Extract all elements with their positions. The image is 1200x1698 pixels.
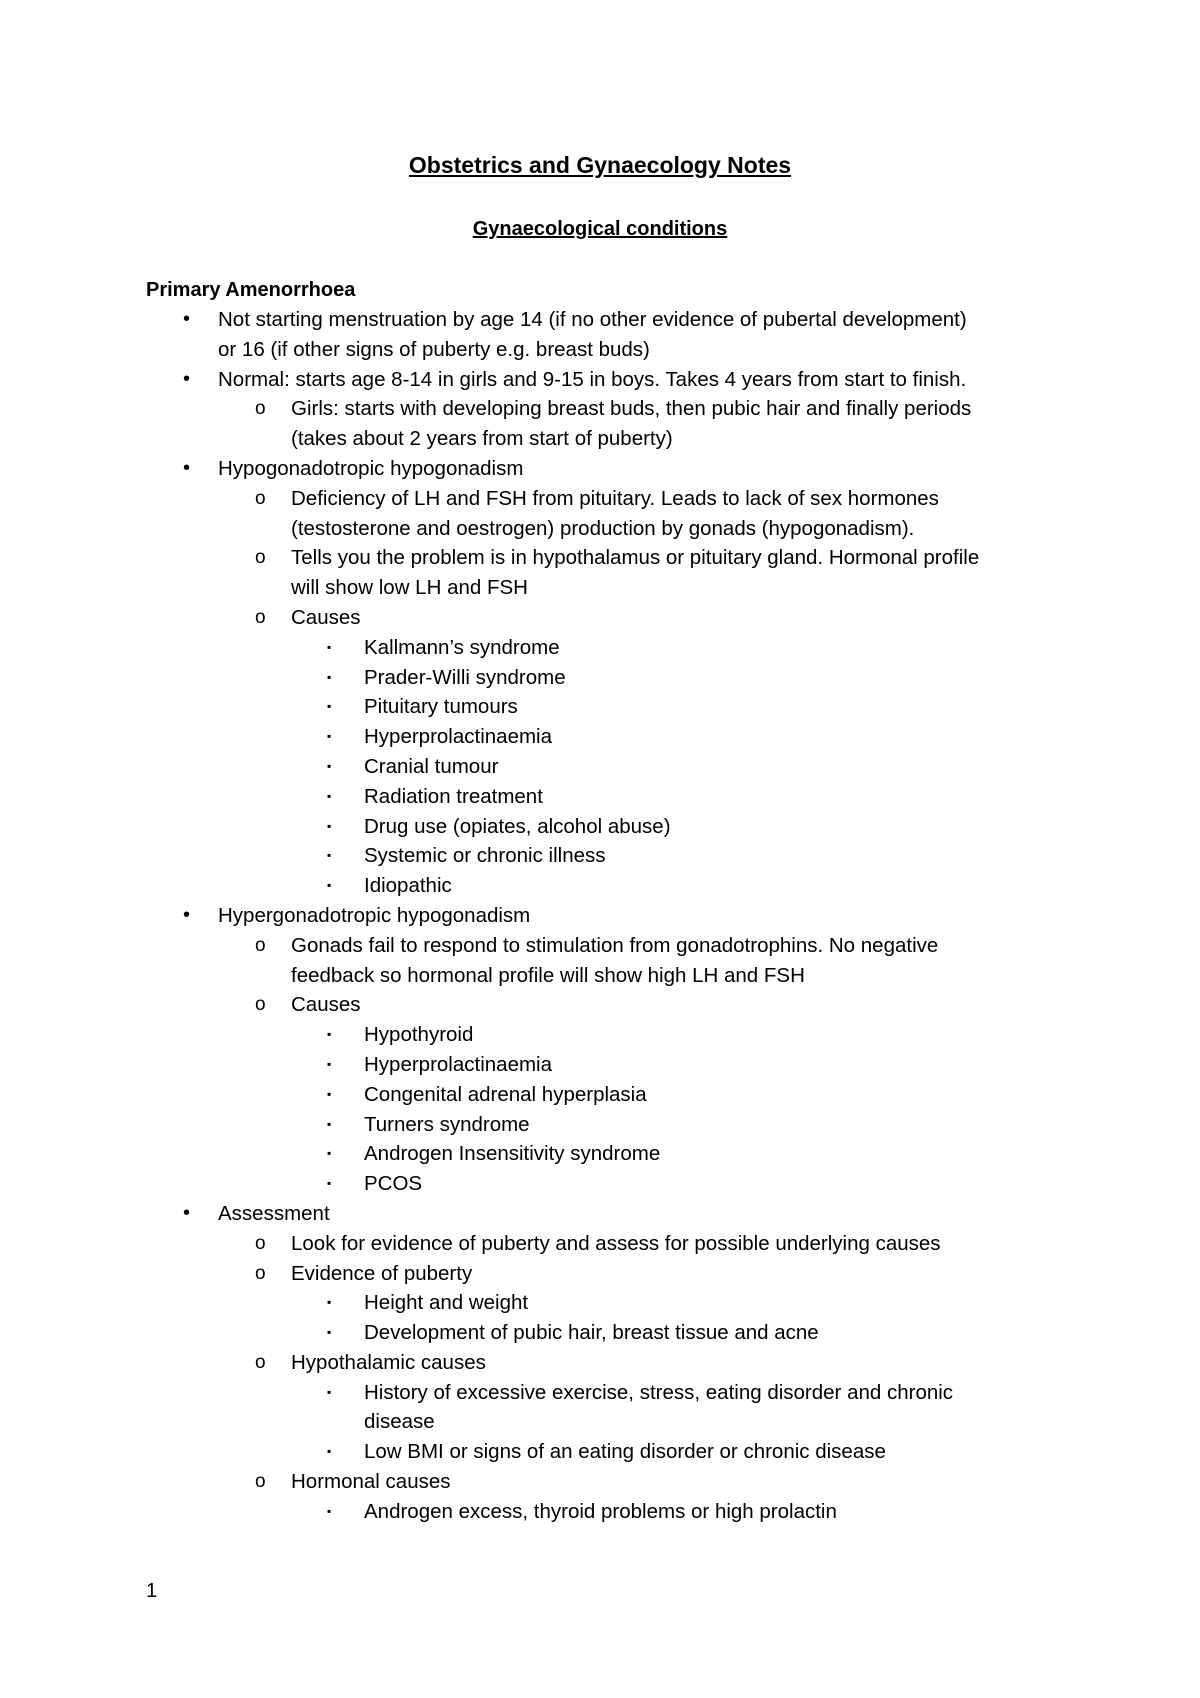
bullet-icon: o [255,994,266,1016]
list-item-text: Causes [291,993,361,1017]
bullet-icon: ▪ [327,729,332,744]
list-item [0,1467,1200,1497]
list-item-text: feedback so hormonal profile will show high LH and FSH [291,963,805,987]
list-item-text: Idiopathic [364,874,452,898]
bullet-icon: o [255,934,266,956]
bullet-icon: • [183,1201,191,1224]
list-item-text: will show low LH and FSH [291,576,528,600]
list-item-text: Gonads fail to respond to stimulation from gonadotrophins. No negative [291,933,939,957]
section-title: Gynaecological conditions [472,218,728,240]
list-item-text: Hypergonadotropic hypogonadism [218,903,531,927]
list-item [0,454,1200,484]
bullet-icon: ▪ [327,699,332,714]
list-item-text: Height and weight [364,1291,529,1315]
list-item-text: PCOS [364,1172,423,1196]
bullet-icon: o [255,1262,266,1284]
list-item [0,1259,1200,1289]
list-item [0,1348,1200,1378]
list-item [0,1110,1200,1140]
list-item-text: Evidence of puberty [291,1261,473,1285]
bullet-icon: ▪ [327,818,332,833]
list-item-text: Causes [291,605,361,629]
bullet-icon: ▪ [327,1056,332,1071]
bullet-icon: • [183,456,191,479]
list-item [0,1318,1200,1348]
list-item-text: Androgen Insensitivity syndrome [364,1142,661,1166]
list-item [0,603,1200,633]
list-item-continuation [0,335,1200,365]
list-item [0,394,1200,424]
list-item-text: Assessment [218,1201,330,1225]
list-item-continuation [0,961,1200,991]
list-item [0,1497,1200,1527]
bullet-icon: ▪ [327,1176,332,1191]
list-item-text: Hyperprolactinaemia [364,1052,553,1076]
list-item [0,990,1200,1020]
list-item [0,484,1200,514]
list-item-text: Hypothyroid [364,1023,474,1047]
list-item-text: Normal: starts age 8-14 in girls and 9-15 in boys. Takes 4 years from start to finish. [218,367,967,391]
page-number: 1 [146,1580,158,1602]
list-item [0,812,1200,842]
bullet-icon: ▪ [327,1146,332,1161]
list-item-text: Prader-Willi syndrome [364,665,566,689]
list-item-text: Hypothalamic causes [291,1350,486,1374]
list-item [0,782,1200,812]
list-item-text: Hyperprolactinaemia [364,725,553,749]
notes-list [0,305,1200,1527]
list-item-text: Girls: starts with developing breast buds, then pubic hair and finally periods [291,397,972,421]
list-item-text: or 16 (if other signs of puberty e.g. breast buds) [218,337,650,361]
list-item [0,1288,1200,1318]
list-item-text: Hypogonadotropic hypogonadism [218,456,524,480]
list-item-text: Congenital adrenal hyperplasia [364,1082,647,1106]
list-item [0,1080,1200,1110]
list-item [0,841,1200,871]
list-item [0,1437,1200,1467]
topic-heading: Primary Amenorrhoea [146,279,356,301]
list-item-text: Pituitary tumours [364,695,518,719]
list-item-text: Radiation treatment [364,784,543,808]
list-item [0,871,1200,901]
bullet-icon: • [183,903,191,926]
list-item [0,1020,1200,1050]
bullet-icon: o [255,606,266,628]
bullet-icon: ▪ [327,1325,332,1340]
list-item [0,722,1200,752]
list-item [0,901,1200,931]
list-item-text: Cranial tumour [364,754,499,778]
bullet-icon: o [255,398,266,420]
list-item [0,1199,1200,1229]
bullet-icon: ▪ [327,1086,332,1101]
list-item-text: Drug use (opiates, alcohol abuse) [364,814,671,838]
bullet-icon: o [255,487,266,509]
list-item [0,633,1200,663]
list-item [0,1169,1200,1199]
bullet-icon: ▪ [327,1027,332,1042]
bullet-icon: ▪ [327,1503,332,1518]
list-item-text: Tells you the problem is in hypothalamus or pituitary gland. Hormonal profile [291,546,980,570]
bullet-icon: ▪ [327,848,332,863]
bullet-icon: ▪ [327,788,332,803]
list-item-text: Deficiency of LH and FSH from pituitary. Leads to lack of sex hormones [291,486,939,510]
list-item-text: disease [364,1410,435,1434]
list-item-text: Not starting menstruation by age 14 (if no other evidence of pubertal development) [218,308,967,331]
list-item [0,663,1200,693]
list-item-text: Androgen excess, thyroid problems or high prolactin [364,1499,837,1523]
list-item-text: Kallmann’s syndrome [364,635,560,659]
bullet-icon: ▪ [327,1444,332,1459]
bullet-icon: ▪ [327,1116,332,1131]
list-item-text: Development of pubic hair, breast tissue and acne [364,1321,819,1345]
list-item-continuation [0,1407,1200,1437]
document-title: Obstetrics and Gynaecology Notes [408,152,792,178]
bullet-icon: o [255,1232,266,1254]
bullet-icon: o [255,547,266,569]
bullet-icon: ▪ [327,878,332,893]
list-item-continuation [0,514,1200,544]
list-item [0,1050,1200,1080]
bullet-icon: o [255,1471,266,1493]
bullet-icon: o [255,1351,266,1373]
list-item [0,543,1200,573]
list-item-text: Hormonal causes [291,1470,451,1494]
list-item [0,931,1200,961]
bullet-icon: • [183,308,191,330]
bullet-icon: ▪ [327,639,332,654]
list-item-text: History of excessive exercise, stress, eating disorder and chronic [364,1380,954,1404]
list-item-text: (testosterone and oestrogen) production by gonads (hypogonadism). [291,516,915,540]
list-item [0,1229,1200,1259]
list-item-text: Look for evidence of puberty and assess for possible underlying causes [291,1231,941,1255]
list-item-continuation [0,424,1200,454]
list-item-text: (takes about 2 years from start of puberty) [291,427,673,451]
list-item [0,305,1200,335]
bullet-icon: ▪ [327,1384,332,1399]
list-item [0,692,1200,722]
list-item [0,1378,1200,1408]
bullet-icon: ▪ [327,1295,332,1310]
bullet-icon: • [183,367,191,390]
list-item-continuation [0,573,1200,603]
bullet-icon: ▪ [327,669,332,684]
list-item-text: Turners syndrome [364,1112,530,1136]
bullet-icon: ▪ [327,758,332,773]
list-item [0,365,1200,395]
list-item-text: Low BMI or signs of an eating disorder or chronic disease [364,1440,886,1464]
list-item [0,1139,1200,1169]
list-item [0,752,1200,782]
list-item-text: Systemic or chronic illness [364,844,606,868]
